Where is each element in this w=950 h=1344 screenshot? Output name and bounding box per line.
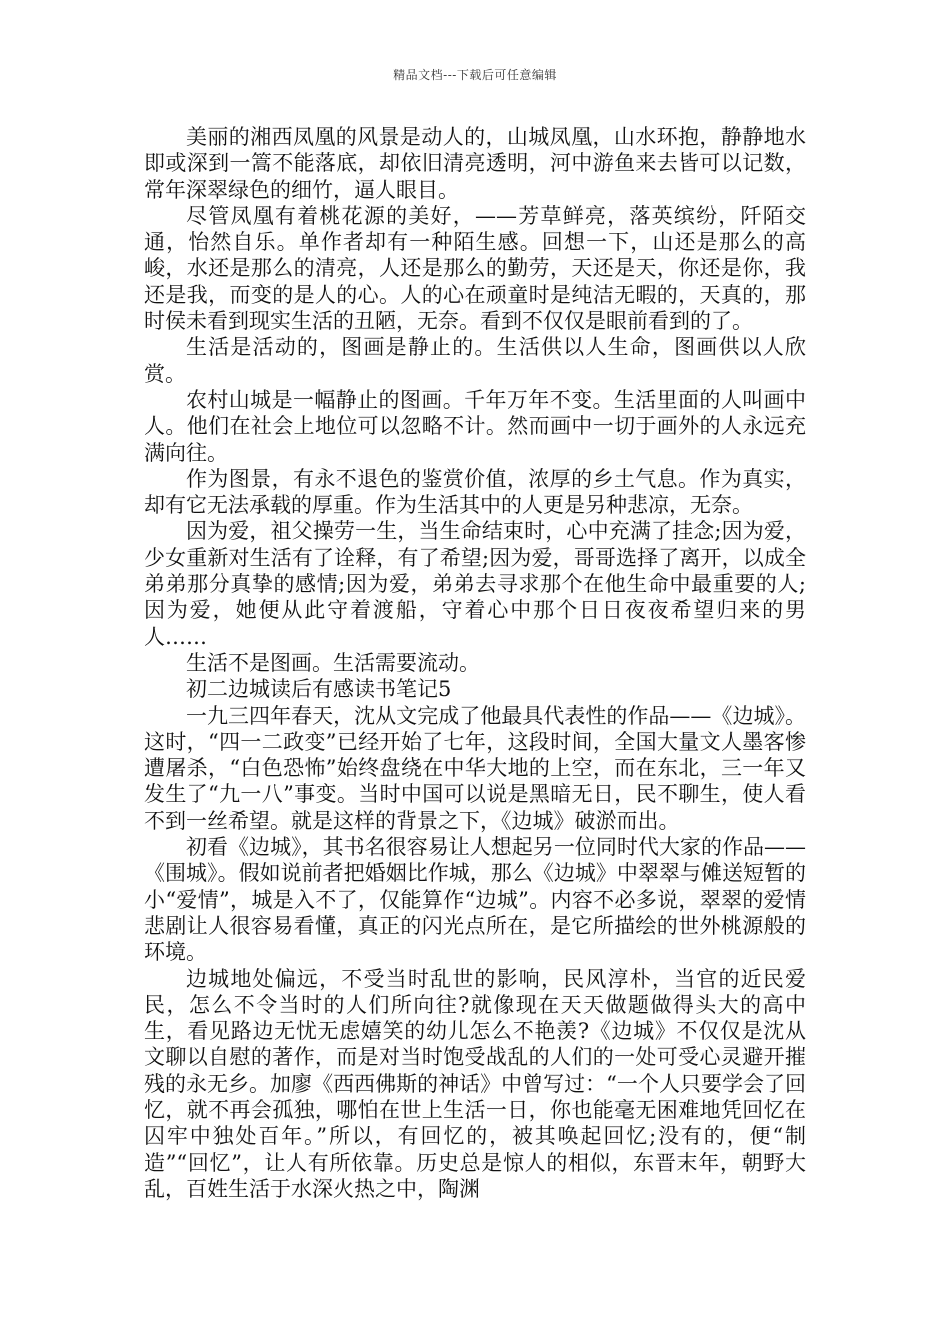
paragraph: 尽管凤凰有着桃花源的美好，——芳草鲜亮，落英缤纷，阡陌交通，怡然自乐。单作者却有一种陌生感。回想一下，山还是那么的高峻，水还是那么的清亮，人还是那么的勤劳，天还是天，你还是你，我还是我，而变的是人的心。人的心在顽童时是纯洁无暇的，天真的，那时侯未看到现实生活的丑陋，无奈。看到不仅仅是眼前看到的了。 xyxy=(144,203,806,334)
paragraph: 美丽的湘西凤凰的风景是动人的，山城凤凰，山水环抱，静静地水即或深到一篙不能落底，却依旧清亮透明，河中游鱼来去皆可以记数，常年深翠绿色的细竹，逼人眼目。 xyxy=(144,125,806,202)
page-header: 精品文档---下载后可任意编辑 xyxy=(393,68,557,82)
document-body xyxy=(144,124,806,1202)
paragraph: 边城地处偏远，不受当时乱世的影响，民风淳朴，当官的近民爱民，怎么不令当时的人们所向往?就像现在天天做题做得头大的高中生，看见路边无忧无虑嬉笑的幼儿怎么不艳羡?《边城》不仅仅是沈从文聊以自慰的著作，而是对当时饱受战乱的人们的一处可受心灵避开摧残的永无乡。加廖《西西佛斯的神话》中曾写过：“一个人只要学会了回忆，就不再会孤独，哪怕在世上生活一日，你也能毫无困难地凭回忆在囚牢中独处百年。”所以，有回忆的，被其唤起回忆;没有的，便“制造”“回忆”，让人有所依靠。历史总是惊人的相似，东晋末年，朝野大乱，百姓生活于水深火热之中，陶渊 xyxy=(144,966,806,1201)
paragraph: 因为爱，祖父操劳一生，当生命结束时，心中充满了挂念;因为爱，少女重新对生活有了诠释，有了希望;因为爱，哥哥选择了离开，以成全弟弟那分真挚的感情;因为爱，弟弟去寻求那个在他生命中最重要的人;因为爱，她便从此守着渡船，守着心中那个日日夜夜希望归来的男人…… xyxy=(144,519,806,649)
paragraph: 生活是活动的，图画是静止的。生活供以人生命，图画供以人欣赏。 xyxy=(144,335,806,386)
paragraph: 农村山城是一幅静止的图画。千年万年不变。生活里面的人叫画中人。他们在社会上地位可以忽略不计。然而画中一切于画外的人永远充满向往。 xyxy=(144,387,806,465)
section-title: 初二边城读后有感读书笔记5 xyxy=(186,677,452,702)
paragraph: 初看《边城》，其书名很容易让人想起另一位同时代大家的作品——《围城》。假如说前者把婚姻比作城，那么《边城》中翠翠与傩送短暂的小“爱情”，城是入不了，仅能算作“边城”。内容不必多说，翠翠的爱情悲剧让人很容易看懂，真正的闪光点所在，是它所描绘的世外桃源般的环境。 xyxy=(144,835,806,965)
paragraph: 生活不是图画。生活需要流动。 xyxy=(186,650,480,675)
paragraph: 一九三四年春天，沈从文完成了他最具代表性的作品——《边城》。这时，“四一二政变”已经开始了七年，这段时间，全国大量文人墨客惨遭屠杀，“白色恐怖”始终盘绕在中华大地的上空，而在东北，三一年又发生了“九一八”事变。当时中国可以说是黑暗无日，民不聊生，使人看不到一丝希望。就是这样的背景之下，《边城》破淤而出。 xyxy=(144,703,806,833)
paragraph: 作为图景，有永不退色的鉴赏价值，浓厚的乡土气息。作为真实，却有它无法承载的厚重。作为生活其中的人更是另种悲凉，无奈。 xyxy=(144,466,806,518)
